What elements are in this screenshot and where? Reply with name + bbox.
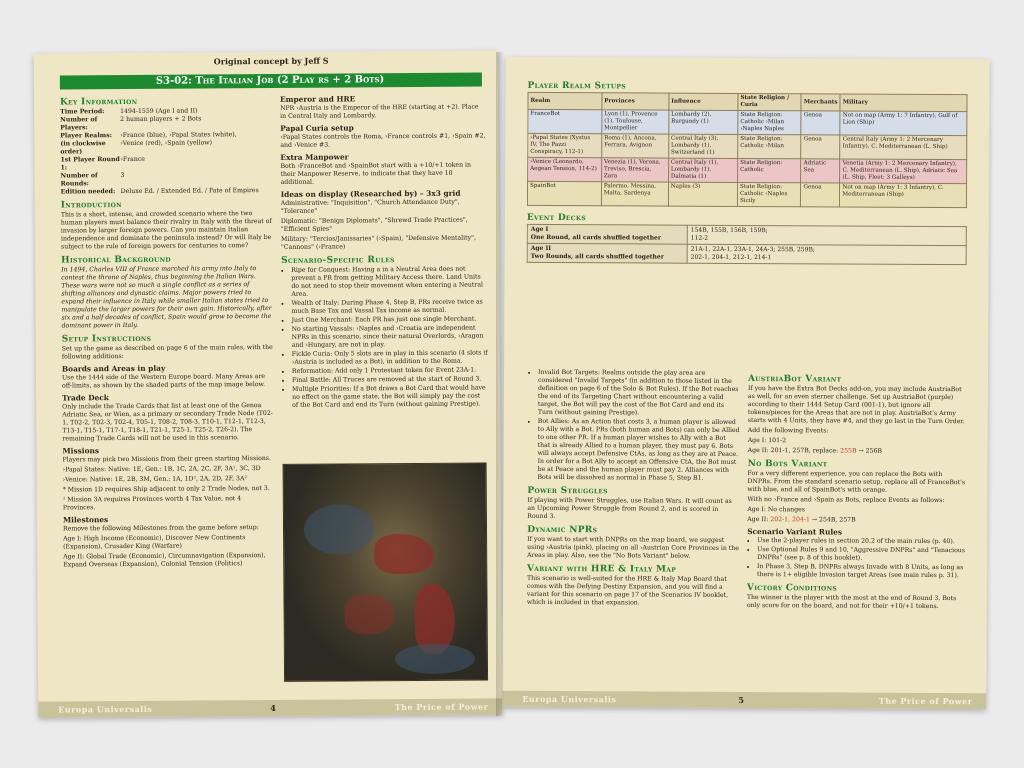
table-cell: Roma (1), Ancona, Ferrara, Avignon xyxy=(602,134,669,158)
table-header-cell: Military xyxy=(840,94,967,112)
rule-item: • Reformation: Add only 1 Protestant token for Event 23A-1. xyxy=(292,366,488,375)
table-header-cell: State Religion / Curia xyxy=(738,93,802,110)
boards-heading: Boards and Areas in play xyxy=(61,363,166,374)
table-cell: Genoa xyxy=(801,135,840,159)
right-left-column xyxy=(526,369,740,690)
table-cell: Lombardy (2), Burgundy (1) xyxy=(669,110,738,134)
austriabot-age2-suffix: → 256B xyxy=(856,447,883,455)
key-info-row xyxy=(60,139,272,156)
missions-venice: ›Venice: Native: 1E, 2B, 3M, Gen.: 1A, 1D², 2A, 2D, 2F, 3A² xyxy=(62,475,247,484)
right-page xyxy=(502,57,989,710)
right-top xyxy=(526,77,973,359)
map-sea xyxy=(304,504,374,554)
table-cell: Venetia (Army 1: 2 Mercenary Infantry), C. Mediterranean (L. Ship), Adriatic Sea (L. Ship, Fleet: 3 Galleys) xyxy=(840,159,967,184)
table-cell: SpainBot xyxy=(527,181,601,205)
missions-note-1: * Mission 1D requires Ship adjacent to only 2 Trade Nodes, not 3. xyxy=(62,484,270,494)
scenario-rules-list xyxy=(281,265,488,409)
key-info-row xyxy=(61,171,273,188)
table-cell: ›Papal States (Xystus IV, The Pazzi Conspiracy, 112-1) xyxy=(528,133,602,157)
table-header-cell: Provinces xyxy=(602,93,669,110)
table-cell: Palermo, Messina, Malta, Sardenya xyxy=(601,182,668,206)
variant-rule-item: • Use Optional Rules 9 and 10, "Aggressive DNPRs" and "Tenacious DNPRs" (see p. 8 of this booklet). xyxy=(757,546,967,563)
key-info-value: Deluxe Ed. / Extended Ed. / Fate of Empires xyxy=(120,187,259,196)
table-row xyxy=(527,224,966,245)
setup-text: Set up the game as described on page 6 of the main rules, with the following additions: xyxy=(61,343,273,361)
nobots-age1: Age I: No changes xyxy=(747,506,805,514)
key-info-label: Player Realms: xyxy=(60,132,113,140)
nobots-age2-removed: 202-1, 204-1 xyxy=(770,516,810,524)
key-info-list xyxy=(60,107,273,196)
event-age-cell xyxy=(527,243,687,263)
dynamic-nprs-heading: Dynamic NPRs xyxy=(527,524,598,536)
rule-item: • Final Battle: All Truces are removed at the start of Round 3. xyxy=(292,375,488,384)
page-number: 4 xyxy=(270,702,277,713)
table-row xyxy=(528,133,967,159)
missions-heading: Missions xyxy=(62,446,100,456)
event-decks-heading: Event Decks xyxy=(526,212,587,224)
realm-setups-heading: Player Realm Setups xyxy=(527,80,626,92)
event-rounds: Two Rounds, all cards shuffled together xyxy=(530,252,664,261)
key-info-label: Number of Rounds: xyxy=(60,172,98,188)
nobots-age2-prefix: Age II: xyxy=(747,516,771,524)
bot-rules-list xyxy=(527,369,740,483)
event-cards-cell xyxy=(687,225,966,245)
victory-heading: Victory Conditions xyxy=(746,583,838,594)
hre-variant-heading: Variant with HRE & Italy Map xyxy=(526,563,677,575)
ideas-admin: Administrative: "Inquisition", "Church Attendance Duty", "Tolerance" xyxy=(280,198,460,215)
milestones-age1: Age I: High Income (Economic), Discover New Continents (Expansion), Crusader King (Warfare) xyxy=(63,534,246,551)
manpower-heading: Extra Manpower xyxy=(280,152,349,162)
introduction-text: This is a short, intense, and crowded scenario where the two human players must balance their rivalry in Italy with the threat of invasion by larger foreign powers. Can you maintain Italian independence and dominate the peninsula instead? Or will Italy be subject to the rule of foreign powers for centuries to come? xyxy=(60,210,272,251)
rule-item: • Ripe for Conquest: Having a in a Neutral Area does not prevent a PR from getting Military Access there. Land Units do not need to stop their movement when entering a Neutral Area. xyxy=(291,265,487,298)
bot-rule-item: • Bot Allies: As an Action that costs 3, a human player is allowed to Ally with a Bot. PRs (both human and Bots) can only be Allied to one other PR. If a human player wishes to Ally with a Bot that is already Allied to a human player, they must pay 6. Bots will always accept Defensive CtAs, as long as they are at Peace. In order for a Bot Ally to accept an Offensive CtA, the Bot must be at Peace and the human player must pay 2. Alliances with Bots will be dissolved as normal in Phase 5, Step B1. xyxy=(537,418,739,483)
right-footer xyxy=(502,691,986,710)
key-info-label: 1st Player Round 1: xyxy=(60,156,120,172)
setup-heading: Setup Instructions xyxy=(61,333,152,345)
variant-rules-heading: Scenario Variant Rules xyxy=(747,527,843,537)
table-cell: Genoa xyxy=(801,183,840,207)
trade-deck-heading: Trade Deck xyxy=(62,393,109,403)
table-cell: Central Italy (Army 1: 2 Mercenary Infantry), C. Mediterranean (L. Ship) xyxy=(840,135,967,160)
left-column xyxy=(60,92,276,697)
austriabot-age2-removed: 255B xyxy=(840,447,857,455)
victory-text: The winner is the player with the most at the end of Round 3. Bots only score for on the board, and not for their +10/+1 tokens. xyxy=(746,594,957,611)
table-cell: State Religion: Catholic ›Milan ›Naples Naples xyxy=(738,110,802,134)
milestones-heading: Milestones xyxy=(62,515,109,525)
rule-item: • Just One Merchant: Each PR has just one single Merchant. xyxy=(292,315,488,324)
emperor-heading: Emperor and HRE xyxy=(279,94,356,104)
map-region xyxy=(374,534,434,574)
manpower-text: Both ›FranceBot and ›SpainBot start with a +10/+1 token in their Manpower Reserve, to indicate that they have 10 additional. xyxy=(280,161,472,186)
event-rounds: One Round, all cards shuffled together xyxy=(530,233,662,242)
table-row xyxy=(528,157,967,183)
right-column xyxy=(280,90,489,461)
table-row xyxy=(527,243,966,264)
key-info-row xyxy=(61,187,273,196)
curia-text: ›Papal States controls the Roma, ›France controls #1, ›Spain #2, and ›Venice #3. xyxy=(280,132,486,149)
boards-text: Use the 1444 side of the Western Europe board. Many Areas are off-limits, as shown by the shaded parts of the map image below. xyxy=(61,373,266,390)
event-cards: 21A-1, 22A-1, 23A-1, 24A-3; 255B, 259B; xyxy=(690,245,815,254)
table-cell: Genoa xyxy=(801,111,840,135)
footer-subtitle: The Price of Power xyxy=(878,695,973,707)
missions-papal: ›Papal States: Native: 1E, Gen.: 1B, 1C, 2A, 2C, 2F, 3A¹, 3C, 3D xyxy=(62,465,261,474)
scenario-title-banner: S3-02: The Italian Job (2 Play rs + 2 Bots) xyxy=(60,72,482,89)
page-number: 5 xyxy=(738,694,745,705)
austriabot-age1: Age I: 101-2 xyxy=(747,437,787,445)
key-info-label: (in clockwise order) xyxy=(60,140,106,156)
variant-rule-item: • Use the 2-player rules in section 20.2 of the main rules (p. 40). xyxy=(757,537,967,546)
event-cards: 202-1, 204-1, 212-1, 214-1 xyxy=(690,253,772,262)
rule-item: • Wealth of Italy: During Phase 4, Step B, PRs receive twice as much Base Tax and Vassal Tax income as normal. xyxy=(291,298,487,315)
footer-title: Europa Universalis xyxy=(58,703,153,715)
historical-text: In 1494, Charles VIII of France marched his army into Italy to contest the throne of Naples, thus beginning the Italian Wars. These wars were not so much a single conflict as a series of shifting alliances and dynastic claims. Major powers tried to expand their influence in Italy while smaller Italian states tried to manipulate the larger powers for their own gain. Historically, after six and a half decades of conflict, Spain would grow to become the dominant power in Italy. xyxy=(61,265,272,330)
table-row xyxy=(527,181,966,207)
concept-credit: Original concept by Jeff S xyxy=(213,55,329,67)
table-cell: State Religion: Catholic xyxy=(738,158,802,182)
table-row xyxy=(528,109,967,135)
ideas-mil: Military: "Tercios/Janissaries" (›Spain), "Defensive Mentality", "Cannons" (›France) xyxy=(280,234,476,251)
table-header-cell: Merchants xyxy=(801,94,840,111)
table-cell: ›Venice (Leonardo, Aegean Tension, 114-2) xyxy=(528,157,602,181)
table-cell: Venezia (1), Verona, Treviso, Brescia, Zara xyxy=(601,158,668,182)
map-sea xyxy=(395,644,475,675)
left-page xyxy=(34,50,503,717)
nobots-age2-suffix: → 254B, 257B xyxy=(809,516,856,524)
ideas-heading: Ideas on display (Researched by) – 3x3 grid xyxy=(280,188,461,199)
key-info-value: ›Venice (red), ›Spain (yellow) xyxy=(120,139,213,148)
table-cell: Lyon (1), Provence (1), Toulouse, Montpellier xyxy=(602,110,669,134)
power-struggles-heading: Power Struggles xyxy=(527,485,608,497)
key-info-row xyxy=(60,115,272,132)
key-info-value: 2 human players + 2 Bots xyxy=(120,115,202,124)
event-age-cell xyxy=(527,224,687,244)
trade-deck-text: Only include the Trade Cards that list at least one of the Genoa Adriatic Sea, or Wien, as a primary or secondary Trade Node (T02-1, T02-2, T02-3, T02-4, T05-1, T08-2, T08-3, T10-1, T12-1, T12-3, T13-1, T15-1, T17-1, T18-1, T21-1, T25-1, T25-2, T26-2). The remaining Trade Cards will not be used in this scenario. xyxy=(62,402,273,443)
event-cards: 154B, 155B, 156B, 159B; xyxy=(690,226,768,235)
key-info-heading: Key Information xyxy=(59,96,138,108)
event-decks-table xyxy=(527,224,967,265)
rule-item: • Fickle Curia: Only 5 slots are in play in this scenario (4 slots if ›Austria is included as a Bot), in addition to the Roma. xyxy=(292,349,488,366)
austriabot-age2 xyxy=(748,447,968,456)
historical-heading: Historical Background xyxy=(61,254,171,266)
footer-title: Europa Universalis xyxy=(522,693,617,705)
table-header-cell: Influence xyxy=(669,93,738,110)
table-cell: State Religion: Catholic ›Milan xyxy=(738,134,802,158)
austriabot-age2-prefix: Age II: 201-1, 257B, replace: xyxy=(747,447,841,455)
left-footer xyxy=(38,698,502,717)
table-cell: Central Italy (3), Lombardy (1), Switzerland (1) xyxy=(668,134,737,158)
realm-setup-table xyxy=(527,92,968,208)
table-cell: Central Italy (1), Lombardy (1), Dalmatia (1) xyxy=(668,158,737,182)
table-cell: State Religion: Catholic ›Naples Sicily xyxy=(737,182,801,206)
power-struggles-text: If playing with Power Struggles, use Italian Wars. It will count as an Upcoming Power Struggle from Round 2, and is scored in Round 3. xyxy=(527,496,732,521)
key-info-value: ›France (blue), ›Papal States (white), xyxy=(120,131,237,140)
variant-rule-item: • In Phase 3, Step B, DNPRs always Invade with 8 Units, as long as there is 1+ eligible Invasion target Areas (see main rules p. 31). xyxy=(757,563,967,580)
table-cell: Naples (3) xyxy=(668,182,737,206)
key-info-value: 1494-1559 (Age I and II) xyxy=(120,107,198,116)
missions-note-2: ¹ Mission 3A requires Provinces worth 4 Tax Value, not 4 Provinces. xyxy=(62,495,242,512)
variant-rules-list xyxy=(747,537,967,580)
event-age: Age I xyxy=(530,225,549,233)
nobots-heading: No Bots Variant xyxy=(747,459,828,470)
map-region xyxy=(344,594,394,634)
table-cell: FranceBot xyxy=(528,109,602,133)
table-cell: Adriatic Sea xyxy=(801,159,840,183)
key-info-row xyxy=(60,155,272,172)
hre-variant-text: This scenario is well-suited for the HRE & Italy Map Board that comes with the Defying Destiny Expansion, and you will find a variant for this scenario on page 17 of the Scenarios IV booklet, which is included in that expansion. xyxy=(526,574,729,607)
rule-item: • No starting Vassals: ›Naples and ›Croatia are independent NPRs in this scenario, since their natural Overlords, ›Aragon and ›Hungary, are not in play. xyxy=(292,324,488,349)
ideas-diplo: Diplomatic: "Benign Diplomats", "Shrewd Trade Practices", "Efficient Spies" xyxy=(280,216,468,233)
milestones-age2: Age II: Global Trade (Economic), Circumnavigation (Expansion), Expand Overseas (Expansion), Colonial Tension (Politics) xyxy=(63,552,266,569)
event-cards: 112-2 xyxy=(690,234,709,242)
book-spine-shadow xyxy=(496,52,510,716)
nobots-text: For a very different experience, you can replace the Bots with DNPRs. From the standard scenario setup, replace all of FranceBot's with blue, and all of SpainBot's with orange. xyxy=(747,470,966,494)
scenario-rules-heading: Scenario-Specific Rules xyxy=(281,255,395,266)
austriabot-heading: AustriaBot Variant xyxy=(747,374,842,385)
milestones-text: Remove the following Milestones from the game before setup: xyxy=(62,524,259,533)
rule-item: • Multiple Priorities: If a Bot draws a Bot Card that would have no effect on the game state, the Bot will simply pay the cost of the Bot Card and end its Turn (without gaining Prestige). xyxy=(292,384,488,409)
key-info-value: ›France xyxy=(120,155,145,164)
emperor-text: NPR ›Austria is the Emperor of the HRE (starting at +2). Place in Central Italy and Lombardy. xyxy=(280,103,479,120)
missions-text: Players may pick two Missions from their green starting Missions. xyxy=(62,454,271,464)
footer-subtitle: The Price of Power xyxy=(394,701,489,713)
event-cards-cell xyxy=(687,244,966,264)
right-right-column xyxy=(746,370,968,691)
key-info-value: 3 xyxy=(120,171,125,180)
key-info-label: Edition needed: xyxy=(60,188,116,196)
dynamic-nprs-text: If you want to start with DNPRs on the map board, we suggest using ›Austria (pink), placing on all ›Austrian Core Provinces in the Areas in play. Also, see the "No Bots Variant" below. xyxy=(527,535,739,560)
table-cell: Not on map (Army 1: 7 Infantry), Gulf of Lion (Ship) xyxy=(840,111,967,136)
realm-table-body xyxy=(527,109,966,207)
key-info-label: Time Period: xyxy=(60,108,105,116)
table-header-cell: Realm xyxy=(528,92,602,109)
austriabot-text: If you have the Extra Bot Decks add-on, you may include AustriaBot as well, for an even sterner challenge. Set up AustriaBot (purple) according to their 1444 Setup Card (001-1), but ignore all tokens/pieces for the Areas that are not in play. AustriaBot's Army starts with 4 Units, they have #4, and they go last in the Turn Order. xyxy=(747,385,965,426)
curia-heading: Papal Curia setup xyxy=(280,123,354,133)
introduction-heading: Introduction xyxy=(60,200,122,211)
map-image xyxy=(283,462,489,681)
event-age: Age II xyxy=(530,244,552,252)
nobots-text-2: With no ›France and ›Spain as Bots, replace Events as follows: xyxy=(747,496,945,505)
nobots-age2 xyxy=(747,516,967,525)
table-cell: Not on map (Army 1: 3 Infantry), C. Mediterranean (Ship) xyxy=(840,183,967,208)
key-info-label: Number of Players: xyxy=(60,116,98,132)
austriabot-add: Add the following Events: xyxy=(747,427,829,435)
bot-rule-item: • Invalid Bot Targets: Realms outside the play area are considered "Invalid Targets" (in addition to those listed in the definition on page 6 of the Solo & Bot Rules). If the Bot reaches the end of its Targeting Chart without encountering a valid target, the Bot will pay the cost of the Bot Card and end its Turn (without gaining Prestige). xyxy=(538,369,740,418)
